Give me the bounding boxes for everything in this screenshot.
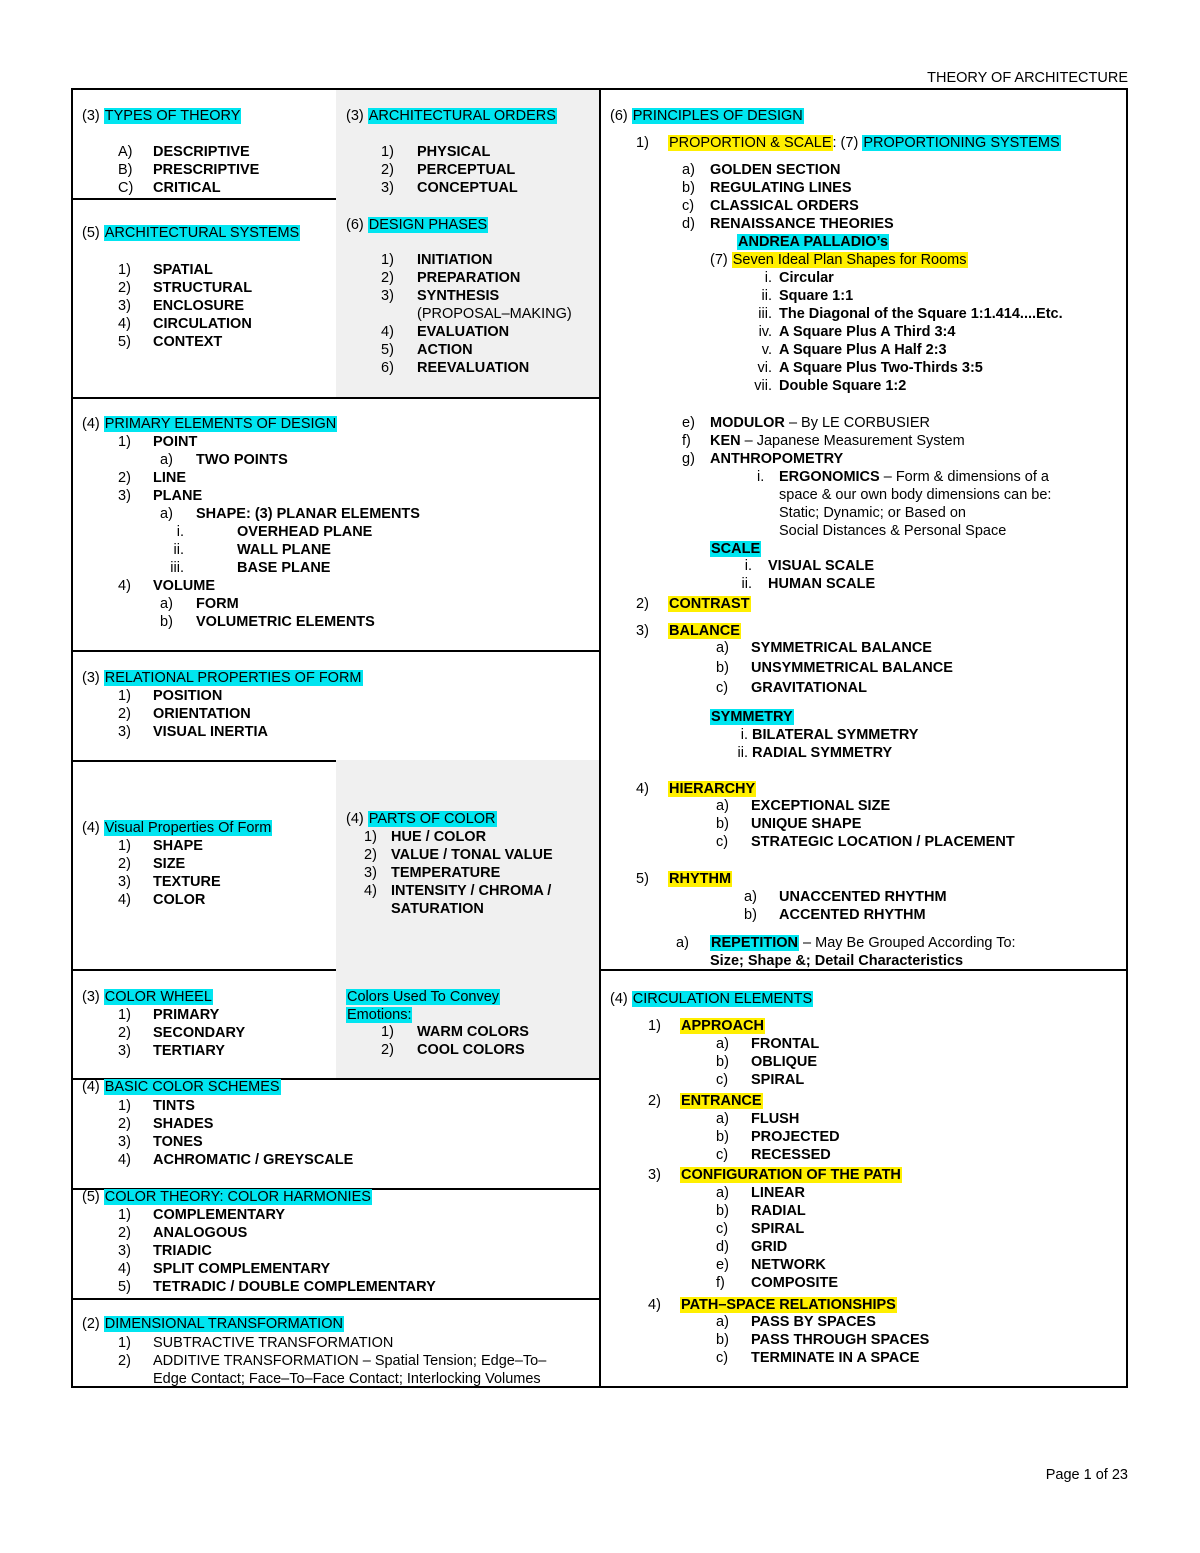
- list-item: SHAPE: (3) PLANAR ELEMENTS: [196, 506, 420, 522]
- list-item: TERMINATE IN A SPACE: [751, 1350, 920, 1366]
- list-item-number: iii.: [758, 306, 772, 322]
- list-item-number: 2): [118, 1116, 131, 1132]
- list-item-number: b): [160, 614, 173, 630]
- hierarchy-num: 4): [636, 781, 649, 797]
- list-item-number: 2): [381, 162, 394, 178]
- list-item-number: 3): [381, 180, 394, 196]
- list-item-number: 1): [381, 1024, 394, 1040]
- list-item-number: 2): [118, 856, 131, 872]
- list-item: LINEAR: [751, 1185, 805, 1201]
- list-item: STRATEGIC LOCATION / PLACEMENT: [751, 834, 1015, 850]
- list-item-number: b): [744, 907, 757, 923]
- list-item-number: b): [716, 1129, 729, 1145]
- repetition-line: REPETITION – May Be Grouped According To:: [711, 935, 1016, 951]
- list-item: VOLUMETRIC ELEMENTS: [196, 614, 375, 630]
- list-item: PROJECTED: [751, 1129, 840, 1145]
- list-item: SECONDARY: [153, 1025, 246, 1041]
- list-item-number: ii.: [761, 288, 772, 304]
- list-item-number: a): [716, 640, 729, 656]
- list-item: RENAISSANCE THEORIES: [710, 216, 894, 232]
- list-item-number: c): [716, 1072, 729, 1088]
- list-item-number: a): [716, 1111, 729, 1127]
- proportion-num: 1): [636, 135, 649, 151]
- ken-line: KEN – Japanese Measurement System: [710, 433, 965, 449]
- palladio-label: ANDREA PALLADIO’s: [738, 234, 889, 250]
- relational-properties-heading: (3) RELATIONAL PROPERTIES OF FORM: [82, 670, 362, 686]
- list-item-number: d): [682, 216, 695, 232]
- list-item: COLOR: [153, 892, 206, 908]
- list-item-number: 5): [381, 342, 394, 358]
- list-item: The Diagonal of the Square 1:1.414....Etc.: [779, 306, 1063, 322]
- list-item: RADIAL SYMMETRY: [752, 745, 893, 761]
- list-item-number: c): [716, 1350, 729, 1366]
- list-item-number: 4): [118, 1152, 131, 1168]
- list-item-number: ii.: [741, 576, 752, 592]
- list-item: SPLIT COMPLEMENTARY: [153, 1261, 331, 1277]
- list-item: TONES: [153, 1134, 203, 1150]
- types-of-theory-heading: (3) TYPES OF THEORY: [82, 108, 241, 124]
- list-item: PASS THROUGH SPACES: [751, 1332, 930, 1348]
- list-item-number: ii.: [737, 745, 748, 761]
- circulation-heading: (4) CIRCULATION ELEMENTS: [610, 991, 813, 1007]
- list-item: SPIRAL: [751, 1221, 805, 1237]
- path-space-heading: PATH–SPACE RELATIONSHIPS: [681, 1297, 896, 1313]
- list-item-number: 3): [118, 874, 131, 890]
- approach-heading: APPROACH: [681, 1018, 764, 1034]
- list-item: UNIQUE SHAPE: [751, 816, 862, 832]
- list-item-number: d): [716, 1239, 729, 1255]
- list-item: RADIAL: [751, 1203, 806, 1219]
- list-item: (PROPOSAL–MAKING): [417, 306, 572, 322]
- rhythm-heading: RHYTHM: [669, 871, 732, 887]
- scale-heading: SCALE: [711, 541, 761, 557]
- list-item: BASE PLANE: [237, 560, 331, 576]
- list-item: POSITION: [153, 688, 223, 704]
- list-item-number: 3): [364, 865, 377, 881]
- list-item: SHADES: [153, 1116, 214, 1132]
- list-item-number: 1): [118, 1098, 131, 1114]
- list-item: VOLUME: [153, 578, 216, 594]
- design-phases-heading: (6) DESIGN PHASES: [346, 217, 488, 233]
- ergonomics-line: ERGONOMICS – Form & dimensions of a: [779, 469, 1049, 485]
- list-item-number: iii.: [170, 560, 184, 576]
- list-item-number: 1): [381, 144, 394, 160]
- list-item: Double Square 1:2: [779, 378, 907, 394]
- list-item-number: c): [682, 198, 695, 214]
- list-item-number: b): [716, 1332, 729, 1348]
- list-item-number: 5): [118, 334, 131, 350]
- list-item-number: b): [716, 1054, 729, 1070]
- list-item: PERCEPTUAL: [417, 162, 516, 178]
- ergonomics-line-4: Social Distances & Personal Space: [779, 523, 1007, 539]
- list-item: UNSYMMETRICAL BALANCE: [751, 660, 953, 676]
- list-item-number: a): [744, 889, 757, 905]
- list-item-number: a): [160, 596, 173, 612]
- list-item-number: 1): [118, 434, 131, 450]
- list-item-number: i.: [744, 558, 752, 574]
- list-item: SATURATION: [391, 901, 484, 917]
- list-item: GRAVITATIONAL: [751, 680, 867, 696]
- list-item: WARM COLORS: [417, 1024, 529, 1040]
- list-item-number: c): [716, 680, 729, 696]
- list-item: STRUCTURAL: [153, 280, 253, 296]
- list-item: PRIMARY: [153, 1007, 220, 1023]
- proportion-heading: PROPORTION & SCALE: (7) PROPORTIONING SYSTEMS: [669, 135, 1060, 151]
- list-item-number: v.: [761, 342, 772, 358]
- anthropometry-num: g): [682, 451, 695, 467]
- list-item-number: iv.: [758, 324, 772, 340]
- configuration-heading: CONFIGURATION OF THE PATH: [681, 1167, 901, 1183]
- list-item: WALL PLANE: [237, 542, 331, 558]
- visual-properties-box: [73, 760, 338, 971]
- list-item: Circular: [779, 270, 834, 286]
- list-item-number: 1): [364, 829, 377, 845]
- dimensional-item-2-text: ADDITIVE TRANSFORMATION – Spatial Tension; Edge–To–: [153, 1353, 547, 1369]
- list-item-number: 2): [118, 280, 131, 296]
- list-item: Square 1:1: [779, 288, 854, 304]
- list-item: COOL COLORS: [417, 1042, 525, 1058]
- list-item: VISUAL SCALE: [768, 558, 875, 574]
- list-item: PHYSICAL: [417, 144, 491, 160]
- list-item-number: 5): [118, 1279, 131, 1295]
- list-item-number: B): [118, 162, 133, 178]
- list-item: TEXTURE: [153, 874, 221, 890]
- list-item-number: i.: [740, 727, 748, 743]
- list-item: POINT: [153, 434, 198, 450]
- approach-num: 1): [648, 1018, 661, 1034]
- list-item-number: 3): [118, 488, 131, 504]
- list-item: ENCLOSURE: [153, 298, 245, 314]
- list-item: EXCEPTIONAL SIZE: [751, 798, 891, 814]
- list-item-number: 3): [118, 1243, 131, 1259]
- list-item-number: 3): [118, 1134, 131, 1150]
- list-item-number: 2): [364, 847, 377, 863]
- list-item: A Square Plus A Half 2:3: [779, 342, 947, 358]
- list-item-number: 1): [118, 1207, 131, 1223]
- rhythm-num: 5): [636, 871, 649, 887]
- list-item-number: 2): [118, 1225, 131, 1241]
- list-item: A Square Plus Two-Thirds 3:5: [779, 360, 983, 376]
- list-item: CLASSICAL ORDERS: [710, 198, 859, 214]
- entrance-num: 2): [648, 1093, 661, 1109]
- balance-num: 3): [636, 623, 649, 639]
- list-item-number: 3): [118, 1043, 131, 1059]
- symmetry-heading: SYMMETRY: [711, 709, 793, 725]
- architectural-systems-heading: (5) ARCHITECTURAL SYSTEMS: [82, 225, 300, 241]
- list-item-number: 1): [118, 838, 131, 854]
- architectural-orders-heading: (3) ARCHITECTURAL ORDERS: [346, 108, 556, 124]
- list-item: BILATERAL SYMMETRY: [752, 727, 919, 743]
- list-item: PRESCRIPTIVE: [153, 162, 260, 178]
- ergonomics-line-2: space & our own body dimensions can be:: [779, 487, 1052, 503]
- dimensional-item-1-text: SUBTRACTIVE TRANSFORMATION: [153, 1335, 394, 1351]
- list-item-number: 4): [364, 883, 377, 899]
- list-item: ACHROMATIC / GREYSCALE: [153, 1152, 354, 1168]
- list-item-number: 4): [118, 316, 131, 332]
- list-item-number: b): [716, 660, 729, 676]
- list-item-number: 2): [118, 470, 131, 486]
- list-item-number: c): [716, 1147, 729, 1163]
- page-footer: Page 1 of 23: [1045, 1467, 1128, 1483]
- ken-num: f): [682, 433, 691, 449]
- list-item-number: a): [716, 1314, 729, 1330]
- list-item: DESCRIPTIVE: [153, 144, 250, 160]
- parts-of-color-heading: (4) PARTS OF COLOR: [346, 811, 496, 827]
- modulor-num: e): [682, 415, 695, 431]
- list-item: GOLDEN SECTION: [710, 162, 841, 178]
- list-item: OBLIQUE: [751, 1054, 818, 1070]
- list-item: ACCENTED RHYTHM: [779, 907, 926, 923]
- hierarchy-heading: HIERARCHY: [669, 781, 756, 797]
- list-item-number: 6): [381, 360, 394, 376]
- list-item-number: b): [716, 816, 729, 832]
- list-item-number: 2): [118, 1025, 131, 1041]
- list-item-number: 4): [118, 578, 131, 594]
- entrance-heading: ENTRANCE: [681, 1093, 762, 1109]
- list-item-number: a): [716, 1185, 729, 1201]
- list-item: CONCEPTUAL: [417, 180, 518, 196]
- list-item: TRIADIC: [153, 1243, 212, 1259]
- list-item-number: a): [160, 452, 173, 468]
- list-item-number: c): [716, 1221, 729, 1237]
- list-item: SYMMETRICAL BALANCE: [751, 640, 932, 656]
- path-space-num: 4): [648, 1297, 661, 1313]
- list-item: REEVALUATION: [417, 360, 530, 376]
- list-item: SIZE: [153, 856, 186, 872]
- dimensional-item-2: 2): [118, 1353, 131, 1369]
- list-item: GRID: [751, 1239, 788, 1255]
- list-item: CIRCULATION: [153, 316, 252, 332]
- list-item: COMPOSITE: [751, 1275, 839, 1291]
- list-item-number: A): [118, 144, 133, 160]
- list-item: RECESSED: [751, 1147, 831, 1163]
- visual-properties-heading: (4) Visual Properties Of Form: [82, 820, 272, 836]
- list-item-number: 4): [381, 324, 394, 340]
- list-item-number: c): [716, 834, 729, 850]
- list-item-number: 4): [118, 1261, 131, 1277]
- list-item-number: i.: [176, 524, 184, 540]
- list-item: SPIRAL: [751, 1072, 805, 1088]
- list-item: VISUAL INERTIA: [153, 724, 268, 740]
- list-item: UNACCENTED RHYTHM: [779, 889, 947, 905]
- list-item: ACTION: [417, 342, 473, 358]
- list-item: INTENSITY / CHROMA /: [391, 883, 552, 899]
- list-item-number: 1): [118, 688, 131, 704]
- list-item: FRONTAL: [751, 1036, 820, 1052]
- list-item-number: 1): [118, 262, 131, 278]
- list-item: SHAPE: [153, 838, 203, 854]
- primary-elements-heading: (4) PRIMARY ELEMENTS OF DESIGN: [82, 416, 337, 432]
- list-item: REGULATING LINES: [710, 180, 852, 196]
- list-item: SPATIAL: [153, 262, 213, 278]
- balance-heading: BALANCE: [669, 623, 740, 639]
- dimensional-cont: Edge Contact; Face–To–Face Contact; Interlocking Volumes: [153, 1371, 541, 1387]
- list-item: TEMPERATURE: [391, 865, 501, 881]
- list-item: TINTS: [153, 1098, 195, 1114]
- configuration-num: 3): [648, 1167, 661, 1183]
- list-item-number: vi.: [757, 360, 772, 376]
- seven-shapes-heading: (7) Seven Ideal Plan Shapes for Rooms: [710, 252, 967, 268]
- dimensional-item-1: 1): [118, 1335, 131, 1351]
- color-schemes-heading: (4) BASIC COLOR SCHEMES: [82, 1079, 280, 1095]
- contrast-heading: CONTRAST: [669, 596, 750, 612]
- list-item: A Square Plus A Third 3:4: [779, 324, 956, 340]
- page-header: THEORY OF ARCHITECTURE: [927, 70, 1128, 86]
- list-item-number: 2): [381, 270, 394, 286]
- list-item: PLANE: [153, 488, 203, 504]
- list-item-number: a): [160, 506, 173, 522]
- list-item: TWO POINTS: [196, 452, 288, 468]
- list-item-number: a): [716, 1036, 729, 1052]
- list-item-number: 2): [118, 706, 131, 722]
- list-item: PASS BY SPACES: [751, 1314, 876, 1330]
- list-item: HUE / COLOR: [391, 829, 487, 845]
- list-item: INITIATION: [417, 252, 493, 268]
- ergonomics-num: i.: [757, 469, 765, 485]
- modulor-line: MODULOR – By LE CORBUSIER: [710, 415, 930, 431]
- list-item: TERTIARY: [153, 1043, 225, 1059]
- list-item-number: f): [716, 1275, 725, 1291]
- list-item-number: a): [716, 798, 729, 814]
- list-item: TETRADIC / DOUBLE COMPLEMENTARY: [153, 1279, 436, 1295]
- list-item: FORM: [196, 596, 239, 612]
- list-item-number: e): [716, 1257, 729, 1273]
- list-item: LINE: [153, 470, 187, 486]
- list-item-number: 4): [118, 892, 131, 908]
- list-item-number: 1): [381, 252, 394, 268]
- list-item: CONTEXT: [153, 334, 223, 350]
- dimensional-heading: (2) DIMENSIONAL TRANSFORMATION: [82, 1316, 343, 1332]
- contrast-num: 2): [636, 596, 649, 612]
- list-item-number: 3): [381, 288, 394, 304]
- emotions-heading: Colors Used To Convey: [347, 989, 500, 1005]
- anthropometry-line: ANTHROPOMETRY: [710, 451, 844, 467]
- ergonomics-line-3: Static; Dynamic; or Based on: [779, 505, 966, 521]
- list-item: COMPLEMENTARY: [153, 1207, 286, 1223]
- list-item-number: vii.: [754, 378, 772, 394]
- emotions-heading-2: Emotions:: [347, 1007, 412, 1023]
- list-item-number: ii.: [173, 542, 184, 558]
- list-item: PREPARATION: [417, 270, 521, 286]
- list-item: FLUSH: [751, 1111, 800, 1127]
- list-item: CRITICAL: [153, 180, 221, 196]
- principles-heading: (6) PRINCIPLES OF DESIGN: [610, 108, 803, 124]
- list-item-number: 1): [118, 1007, 131, 1023]
- list-item: SYNTHESIS: [417, 288, 500, 304]
- list-item: VALUE / TONAL VALUE: [391, 847, 553, 863]
- list-item-number: b): [682, 180, 695, 196]
- color-wheel-heading: (3) COLOR WHEEL: [82, 989, 212, 1005]
- list-item: EVALUATION: [417, 324, 510, 340]
- list-item-number: i.: [764, 270, 772, 286]
- list-item-number: a): [682, 162, 695, 178]
- list-item: HUMAN SCALE: [768, 576, 876, 592]
- list-item: ANALOGOUS: [153, 1225, 248, 1241]
- list-item-number: C): [118, 180, 134, 196]
- list-item-number: 3): [118, 724, 131, 740]
- list-item-number: 3): [118, 298, 131, 314]
- list-item-number: b): [716, 1203, 729, 1219]
- repetition-num: a): [676, 935, 689, 951]
- list-item-number: 2): [381, 1042, 394, 1058]
- repetition-line-2: Size; Shape &; Detail Characteristics: [710, 953, 964, 969]
- list-item: OVERHEAD PLANE: [237, 524, 373, 540]
- color-harmonies-heading: (5) COLOR THEORY: COLOR HARMONIES: [82, 1189, 371, 1205]
- list-item: NETWORK: [751, 1257, 826, 1273]
- list-item: ORIENTATION: [153, 706, 251, 722]
